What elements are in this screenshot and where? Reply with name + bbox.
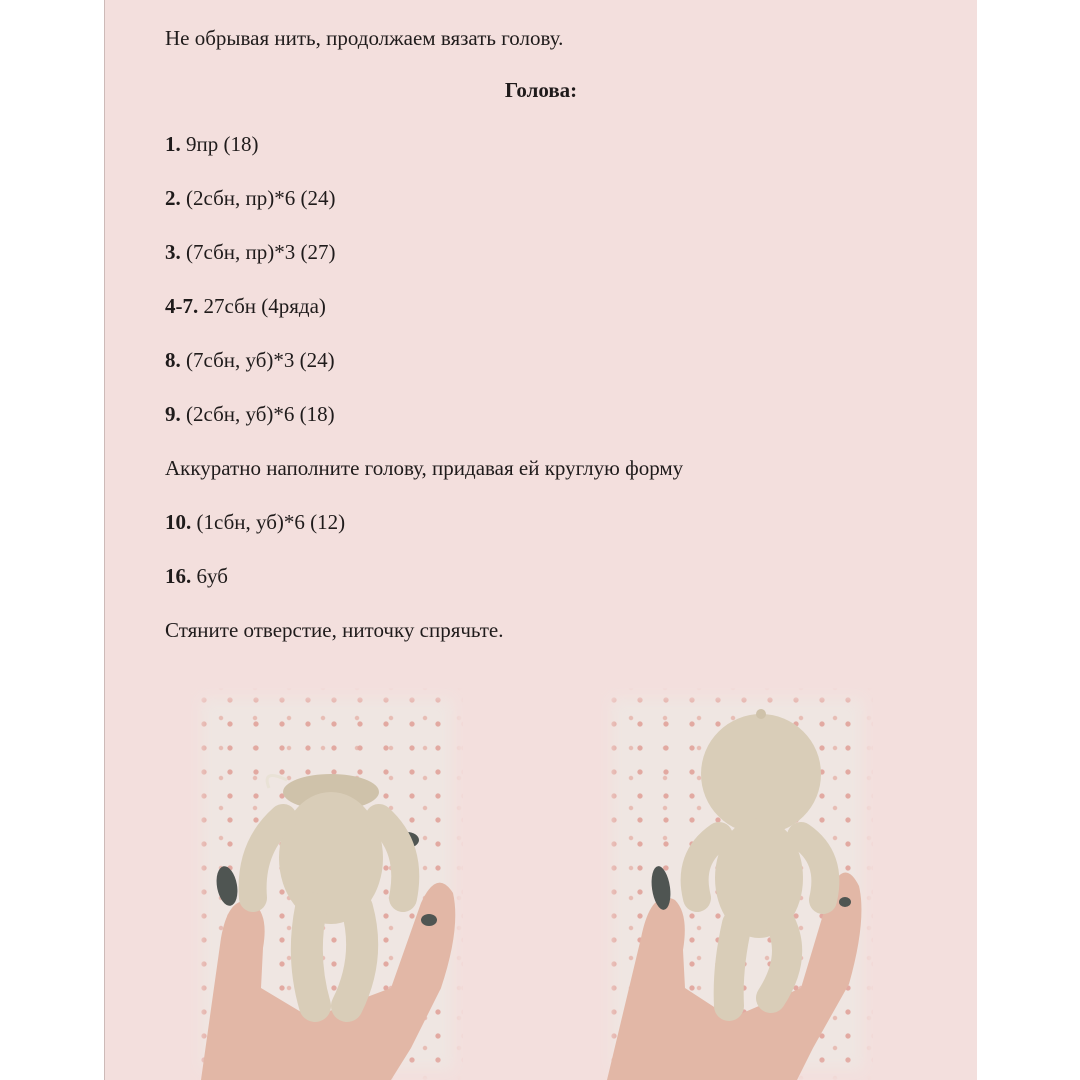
toy-head-illustration — [601, 688, 873, 1080]
toy-body-illustration — [191, 688, 463, 1080]
row-number: 4-7. — [165, 294, 199, 318]
row-line — [165, 188, 335, 209]
row-instructions: (2сбн, пр)*6 (24) — [186, 186, 336, 210]
stuffing-note: Аккуратно наполните голову, придавая ей круглую форму — [165, 456, 684, 480]
row-line — [165, 350, 335, 371]
row-number: 3. — [165, 240, 181, 264]
document-page — [104, 0, 977, 1080]
row-number: 8. — [165, 348, 181, 372]
row-line — [165, 512, 345, 533]
photo-toy-body-open — [191, 688, 463, 1080]
row-instructions: 27сбн (4ряда) — [203, 294, 326, 318]
section-heading: Голова: — [504, 78, 578, 102]
row-line — [165, 566, 228, 587]
row-line — [165, 134, 258, 155]
row-instructions: (1сбн, уб)*6 (12) — [196, 510, 346, 534]
row-instructions: (7сбн, уб)*3 (24) — [186, 348, 335, 372]
row-number: 2. — [165, 186, 181, 210]
row-instructions: 6уб — [196, 564, 228, 588]
row-number: 10. — [165, 510, 192, 534]
row-number: 1. — [165, 132, 181, 156]
row-line — [165, 404, 335, 425]
photo-toy-with-head — [601, 688, 873, 1080]
row-instructions: (2сбн, уб)*6 (18) — [186, 402, 335, 426]
row-line — [165, 242, 335, 263]
row-line — [165, 296, 326, 317]
intro-text: Не обрывая нить, продолжаем вязать голову. — [165, 26, 564, 50]
row-number: 16. — [165, 564, 192, 588]
closing-text: Стяните отверстие, ниточку спрячьте. — [165, 618, 504, 642]
row-number: 9. — [165, 402, 181, 426]
row-instructions: (7сбн, пр)*3 (27) — [186, 240, 336, 264]
row-instructions: 9пр (18) — [186, 132, 259, 156]
